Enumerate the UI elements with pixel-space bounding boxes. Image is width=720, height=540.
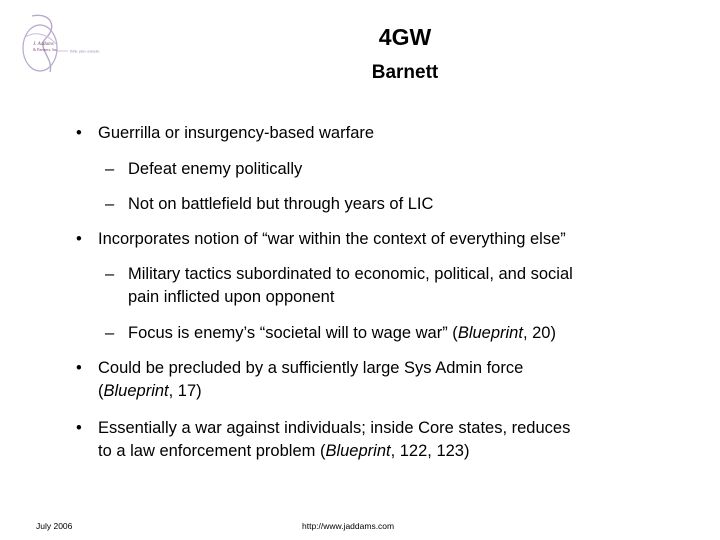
bullet-marker: • [76, 124, 82, 142]
dash-marker: – [105, 324, 115, 342]
citation-italic: Blueprint [457, 324, 523, 342]
bullet-line-after: , 17) [168, 382, 202, 400]
bullet-item [76, 122, 375, 145]
sub-bullet-item [105, 158, 303, 181]
citation-italic: Blueprint [325, 442, 391, 460]
bullet-line: Essentially a war against individuals; inside Core states, reduces [98, 419, 571, 437]
sub-bullet-text: Defeat enemy politically [128, 160, 303, 178]
logo-line1: J. Addams [33, 42, 54, 47]
dash-marker: – [105, 160, 115, 178]
sub-bullet-line: Military tactics subordinated to economic, political, and social [128, 265, 573, 283]
bullet-text: Incorporates notion of “war within the context of everything else” [98, 230, 566, 248]
bullet-marker: • [76, 359, 82, 377]
sub-bullet-text: Not on battlefield but through years of LIC [128, 195, 434, 213]
bullet-text: Guerrilla or insurgency-based warfare [98, 124, 375, 142]
sub-bullet-item [105, 193, 434, 216]
bullet-line: Could be precluded by a sufficiently large Sys Admin force [98, 359, 524, 377]
sub-bullet-item [105, 263, 573, 309]
bullet-line-before: ( [98, 382, 104, 400]
bullet-item [76, 417, 571, 463]
sub-bullet-text-after: , 20) [522, 324, 556, 342]
slide-title: 4GW [378, 24, 432, 50]
citation-italic: Blueprint [103, 382, 169, 400]
bullet-line-after: , 122, 123) [390, 442, 470, 460]
logo-tagline: think. plan. execute. [70, 49, 101, 54]
bullet-item [76, 357, 524, 403]
sub-bullet-line: pain inflicted upon opponent [128, 288, 335, 306]
footer-url: http://www.jaddams.com [302, 521, 395, 531]
slide-subtitle: Barnett [371, 62, 439, 83]
sub-bullet-text-before: Focus is enemy’s “societal will to wage war” ( [128, 324, 458, 342]
bullet-item [76, 228, 566, 251]
bullet-line-before: to a law enforcement problem ( [98, 442, 326, 460]
dash-marker: – [105, 195, 115, 213]
sub-bullet-item [105, 322, 556, 345]
dash-marker: – [105, 265, 115, 283]
logo-line2: & Partners, Inc. [33, 47, 59, 52]
footer-date: July 2006 [36, 521, 73, 531]
bullet-marker: • [76, 419, 82, 437]
bullet-marker: • [76, 230, 82, 248]
